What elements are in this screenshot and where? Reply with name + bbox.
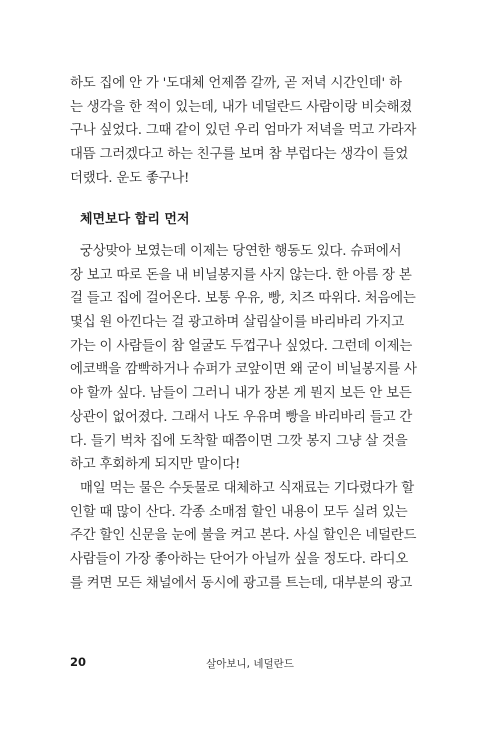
page-number: 20	[70, 655, 87, 669]
body-line: 주간 할인 신문을 눈에 불을 켜고 본다. 사실 할인은 네덜란드	[70, 528, 417, 544]
body-line: 구나 싶었다. 그때 같이 있던 우리 엄마가 저녁을 먹고 가라자	[70, 123, 417, 139]
body-paragraph-top	[70, 72, 422, 190]
body-line: 더랬다. 운도 좋구나!	[70, 170, 190, 186]
body-line: 다. 들기 벅차 집에 도착할 때쯤이면 그깟 봉지 그냥 살 것을	[70, 433, 408, 449]
body-line: 사람들이 가장 좋아하는 단어가 아닐까 싶을 정도다. 라디오	[70, 551, 409, 567]
body-line: 인할 때 많이 산다. 각종 소매점 할인 내용이 모두 실려 있는	[70, 504, 408, 520]
body-line: 매일 먹는 물은 수돗물로 대체하고 식재료는 기다렸다가 할	[80, 480, 415, 496]
body-paragraph-bottom	[70, 240, 422, 595]
body-line: 를 켜면 모든 채널에서 동시에 광고를 트는데, 대부분의 광고	[70, 575, 413, 591]
body-line: 야 할까 싶다. 남들이 그러니 내가 장본 게 뭔지 보든 안 보든	[70, 386, 412, 402]
body-line: 하고 후회하게 되지만 말이다!	[70, 457, 241, 473]
body-line: 상관이 없어졌다. 그래서 나도 우유며 빵을 바리바리 들고 간	[70, 409, 413, 425]
body-line: 는 생각을 한 적이 있는데, 내가 네덜란드 사람이랑 비슷해졌	[70, 99, 413, 115]
section-heading: 체면보다 합리 먼저	[80, 212, 190, 227]
body-line: 궁상맞아 보였는데 이제는 당연한 행동도 있다. 슈퍼에서	[80, 244, 402, 259]
body-line: 하도 집에 안 가 '도대체 언제쯤 갈까, 곧 저녁 시간인데' 하	[70, 76, 402, 91]
running-footer-title: 살아보니, 네덜란드	[206, 658, 294, 670]
body-line: 걸 들고 집에 걸어온다. 보통 우유, 빵, 치즈 따위다. 처음에는	[70, 291, 416, 307]
body-line: 에코백을 깜빡하거나 슈퍼가 코앞이면 왜 굳이 비닐봉지를 사	[70, 362, 417, 378]
body-line: 장 보고 따로 돈을 내 비닐봉지를 사지 않는다. 한 아름 장 본	[70, 267, 412, 283]
body-line: 대뜸 그러겠다고 하는 친구를 보며 참 부럽다는 생각이 들었	[70, 147, 409, 163]
body-line: 가는 이 사람들이 참 얼굴도 두껍구나 싶었다. 그런데 이제는	[70, 338, 413, 354]
body-line: 몇십 원 아낀다는 걸 광고하며 살림살이를 바리바리 가지고	[70, 315, 405, 331]
